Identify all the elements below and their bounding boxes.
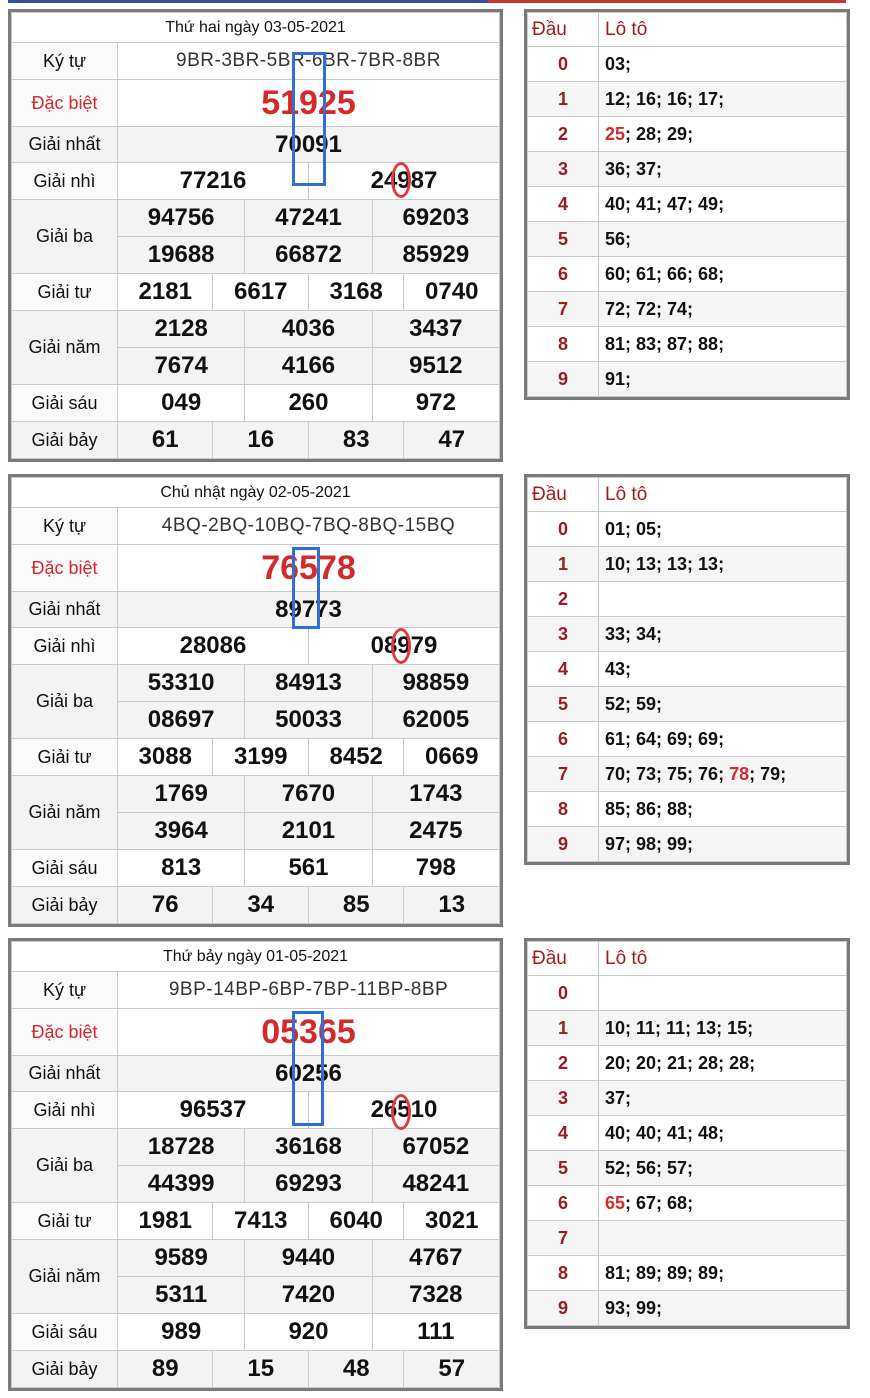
loto-numbers [599,152,847,187]
fourth-prize-number: 3021 [404,1203,500,1240]
label-giai-tu: Giải tư [12,1203,118,1240]
loto-header-loto: Lô tô [599,13,847,47]
fifth-prize-number: 7328 [372,1277,499,1314]
loto-number-text: 01; 05; [605,518,663,539]
loto-number-text: 40; 41; 47; 49; [605,193,725,214]
symbol-code: 4BQ-2BQ-10BQ-7BQ-8BQ-15BQ [118,508,500,545]
loto-number-text: 40; 40; 41; 48; [605,1122,725,1143]
label-ky-tu: Ký tự [12,43,118,80]
loto-header-dau: Đầu [528,478,599,512]
loto-head-digit: 2 [528,1046,599,1081]
label-dac-biet: Đặc biệt [12,80,118,127]
label-ky-tu: Ký tự [12,972,118,1009]
label-giai-ba: Giải ba [12,665,118,739]
loto-numbers [599,47,847,82]
third-prize-number: 48241 [372,1166,499,1203]
loto-head-digit: 9 [528,827,599,862]
loto-head-digit: 1 [528,1011,599,1046]
result-table-day-2 [8,474,503,927]
fourth-prize-number: 0669 [404,739,500,776]
fifth-prize-number: 7674 [118,348,245,385]
loto-numbers [599,292,847,327]
seventh-prize-number: 57 [404,1351,500,1388]
loto-number-text: 12; 16; 16; 17; [605,88,725,109]
fifth-prize-number: 1769 [118,776,245,813]
loto-header-dau: Đầu [528,942,599,976]
third-prize-number: 36168 [245,1129,372,1166]
fourth-prize-number: 1981 [118,1203,213,1240]
loto-number-text: 81; 83; 87; 88; [605,333,725,354]
seventh-prize-number: 34 [213,887,308,924]
loto-numbers [599,117,847,152]
fourth-prize-number: 6617 [213,274,308,311]
loto-number-text: 36; 37; [605,158,663,179]
loto-numbers [599,1151,847,1186]
loto-highlight-number: 78 [729,763,750,784]
label-giai-nhat: Giải nhất [12,1056,118,1092]
fourth-prize-number: 8452 [308,739,403,776]
label-giai-nam: Giải năm [12,1240,118,1314]
label-giai-ba: Giải ba [12,1129,118,1203]
third-prize-number: 47241 [245,200,372,237]
loto-numbers [599,222,847,257]
fifth-prize-number: 9440 [245,1240,372,1277]
blue-highlight-box [292,52,326,186]
loto-numbers [599,1256,847,1291]
seventh-prize-number: 85 [308,887,403,924]
loto-head-digit: 5 [528,687,599,722]
sixth-prize-number: 049 [118,385,245,422]
loto-table-day-2 [524,474,850,865]
red-circle-mark [391,162,411,198]
special-prize-number: 76578 [118,545,500,592]
label-giai-bay: Giải bảy [12,1351,118,1388]
loto-numbers [599,976,847,1011]
first-prize-number: 70091 [118,127,500,163]
third-prize-number: 94756 [118,200,245,237]
loto-head-digit: 1 [528,547,599,582]
third-prize-number: 98859 [372,665,499,702]
loto-head-digit: 2 [528,117,599,152]
third-prize-number: 44399 [118,1166,245,1203]
loto-number-text: 60; 61; 66; 68; [605,263,725,284]
special-prize-number: 51925 [118,80,500,127]
loto-head-digit: 3 [528,617,599,652]
seventh-prize-number: 16 [213,422,308,459]
fifth-prize-number: 5311 [118,1277,245,1314]
label-giai-bay: Giải bảy [12,422,118,459]
loto-head-digit: 8 [528,1256,599,1291]
loto-numbers [599,1046,847,1081]
fourth-prize-number: 2181 [118,274,213,311]
fifth-prize-number: 2475 [372,813,499,850]
loto-header-loto: Lô tô [599,478,847,512]
seventh-prize-number: 83 [308,422,403,459]
loto-numbers [599,582,847,617]
sixth-prize-number: 920 [245,1314,372,1351]
label-giai-nam: Giải năm [12,311,118,385]
label-giai-tu: Giải tư [12,274,118,311]
loto-numbers [599,1011,847,1046]
loto-head-digit: 6 [528,1186,599,1221]
second-prize-number: 28086 [118,628,309,665]
loto-numbers [599,362,847,397]
loto-numbers [599,617,847,652]
loto-head-digit: 0 [528,976,599,1011]
symbol-code: 9BR-3BR-5BR-6BR-7BR-8BR [118,43,500,80]
third-prize-number: 67052 [372,1129,499,1166]
fifth-prize-number: 4166 [245,348,372,385]
loto-head-digit: 1 [528,82,599,117]
loto-table-day-1 [524,9,850,400]
sixth-prize-number: 813 [118,850,245,887]
seventh-prize-number: 61 [118,422,213,459]
fifth-prize-number: 2101 [245,813,372,850]
third-prize-number: 08697 [118,702,245,739]
loto-head-digit: 6 [528,722,599,757]
first-prize-number: 60256 [118,1056,500,1092]
seventh-prize-number: 48 [308,1351,403,1388]
sixth-prize-number: 989 [118,1314,245,1351]
loto-head-digit: 0 [528,47,599,82]
third-prize-number: 19688 [118,237,245,274]
loto-header-loto: Lô tô [599,942,847,976]
loto-number-text: 70; 73; 75; 76; [605,763,730,784]
loto-head-digit: 4 [528,1116,599,1151]
seventh-prize-number: 76 [118,887,213,924]
loto-head-digit: 8 [528,792,599,827]
label-giai-nhi: Giải nhì [12,628,118,665]
seventh-prize-number: 89 [118,1351,213,1388]
loto-number-text: 61; 64; 69; 69; [605,728,725,749]
third-prize-number: 69203 [372,200,499,237]
loto-head-digit: 7 [528,757,599,792]
fifth-prize-number: 4767 [372,1240,499,1277]
loto-number-text: 10; 13; 13; 13; [605,553,725,574]
loto-head-digit: 2 [528,582,599,617]
draw-date: Thứ bảy ngày 01-05-2021 [12,942,500,972]
label-dac-biet: Đặc biệt [12,545,118,592]
third-prize-number: 53310 [118,665,245,702]
fifth-prize-number: 3437 [372,311,499,348]
loto-header-dau: Đầu [528,13,599,47]
fifth-prize-number: 9512 [372,348,499,385]
loto-numbers [599,1221,847,1256]
result-table-day-1 [8,9,503,462]
label-giai-sau: Giải sáu [12,850,118,887]
loto-table-day-3 [524,938,850,1329]
blue-highlight-box [292,1011,324,1126]
first-prize-number: 89773 [118,592,500,628]
loto-number-text: 03; [605,53,632,74]
loto-number-text: 37; [605,1087,632,1108]
loto-head-digit: 3 [528,1081,599,1116]
sixth-prize-number: 260 [245,385,372,422]
loto-number-text: 97; 98; 99; [605,833,694,854]
loto-numbers [599,1081,847,1116]
loto-numbers [599,757,847,792]
loto-head-digit: 8 [528,327,599,362]
loto-head-digit: 7 [528,1221,599,1256]
loto-highlight-number: 25 [605,123,626,144]
loto-numbers [599,1291,847,1326]
fourth-prize-number: 7413 [213,1203,308,1240]
fourth-prize-number: 3168 [308,274,403,311]
fourth-prize-number: 6040 [308,1203,403,1240]
symbol-code: 9BP-14BP-6BP-7BP-11BP-8BP [118,972,500,1009]
loto-head-digit: 5 [528,222,599,257]
loto-number-text: 72; 72; 74; [605,298,694,319]
second-prize-number: 96537 [118,1092,309,1129]
fifth-prize-number: 3964 [118,813,245,850]
fifth-prize-number: 7670 [245,776,372,813]
fifth-prize-number: 7420 [245,1277,372,1314]
loto-numbers [599,722,847,757]
third-prize-number: 62005 [372,702,499,739]
loto-head-digit: 0 [528,512,599,547]
fifth-prize-number: 2128 [118,311,245,348]
third-prize-number: 69293 [245,1166,372,1203]
second-prize-number: 24987 [308,163,499,200]
sixth-prize-number: 972 [372,385,499,422]
third-prize-number: 18728 [118,1129,245,1166]
loto-numbers [599,792,847,827]
label-giai-sau: Giải sáu [12,385,118,422]
loto-number-text: 52; 59; [605,693,663,714]
fourth-prize-number: 3088 [118,739,213,776]
red-circle-mark [391,628,411,664]
loto-numbers [599,512,847,547]
third-prize-number: 85929 [372,237,499,274]
loto-number-text: ; 67; 68; [625,1192,694,1213]
label-giai-sau: Giải sáu [12,1314,118,1351]
loto-numbers [599,827,847,862]
loto-number-text: 52; 56; 57; [605,1157,694,1178]
second-prize-number: 08979 [308,628,499,665]
fifth-prize-number: 1743 [372,776,499,813]
sixth-prize-number: 111 [372,1314,499,1351]
red-circle-mark [391,1094,411,1130]
third-prize-number: 84913 [245,665,372,702]
loto-number-text: 81; 89; 89; 89; [605,1262,725,1283]
third-prize-number: 66872 [245,237,372,274]
seventh-prize-number: 15 [213,1351,308,1388]
loto-number-text: 91; [605,368,632,389]
loto-head-digit: 4 [528,187,599,222]
label-ky-tu: Ký tự [12,508,118,545]
loto-number-text: 56; [605,228,632,249]
sixth-prize-number: 798 [372,850,499,887]
loto-numbers [599,327,847,362]
loto-numbers [599,547,847,582]
result-table-day-3 [8,938,503,1391]
loto-head-digit: 7 [528,292,599,327]
special-prize-number: 05365 [118,1009,500,1056]
fourth-prize-number: 3199 [213,739,308,776]
loto-head-digit: 5 [528,1151,599,1186]
second-prize-number: 77216 [118,163,309,200]
loto-head-digit: 9 [528,362,599,397]
fifth-prize-number: 9589 [118,1240,245,1277]
loto-number-text: 33; 34; [605,623,663,644]
label-giai-tu: Giải tư [12,739,118,776]
label-dac-biet: Đặc biệt [12,1009,118,1056]
loto-number-text: 43; [605,658,632,679]
loto-numbers [599,82,847,117]
loto-number-text: ; 79; [749,763,787,784]
loto-number-text: 20; 20; 21; 28; 28; [605,1052,756,1073]
blue-highlight-box [292,547,320,629]
label-giai-nam: Giải năm [12,776,118,850]
top-accent-bar [8,0,846,3]
loto-number-text: 93; 99; [605,1297,663,1318]
label-giai-nhi: Giải nhì [12,1092,118,1129]
loto-number-text: 85; 86; 88; [605,798,694,819]
loto-numbers [599,652,847,687]
third-prize-number: 50033 [245,702,372,739]
loto-highlight-number: 65 [605,1192,626,1213]
label-giai-nhi: Giải nhì [12,163,118,200]
label-giai-ba: Giải ba [12,200,118,274]
sixth-prize-number: 561 [245,850,372,887]
loto-numbers [599,687,847,722]
loto-number-text: 10; 11; 11; 13; 15; [605,1017,754,1038]
loto-number-text: ; 28; 29; [625,123,694,144]
loto-head-digit: 9 [528,1291,599,1326]
second-prize-number: 26510 [308,1092,499,1129]
loto-numbers [599,187,847,222]
draw-date: Thứ hai ngày 03-05-2021 [12,13,500,43]
fourth-prize-number: 0740 [404,274,500,311]
loto-head-digit: 4 [528,652,599,687]
seventh-prize-number: 13 [404,887,500,924]
label-giai-nhat: Giải nhất [12,592,118,628]
seventh-prize-number: 47 [404,422,500,459]
label-giai-bay: Giải bảy [12,887,118,924]
fifth-prize-number: 4036 [245,311,372,348]
loto-numbers [599,257,847,292]
loto-head-digit: 3 [528,152,599,187]
loto-numbers [599,1186,847,1221]
loto-numbers [599,1116,847,1151]
loto-head-digit: 6 [528,257,599,292]
label-giai-nhat: Giải nhất [12,127,118,163]
draw-date: Chủ nhật ngày 02-05-2021 [12,478,500,508]
